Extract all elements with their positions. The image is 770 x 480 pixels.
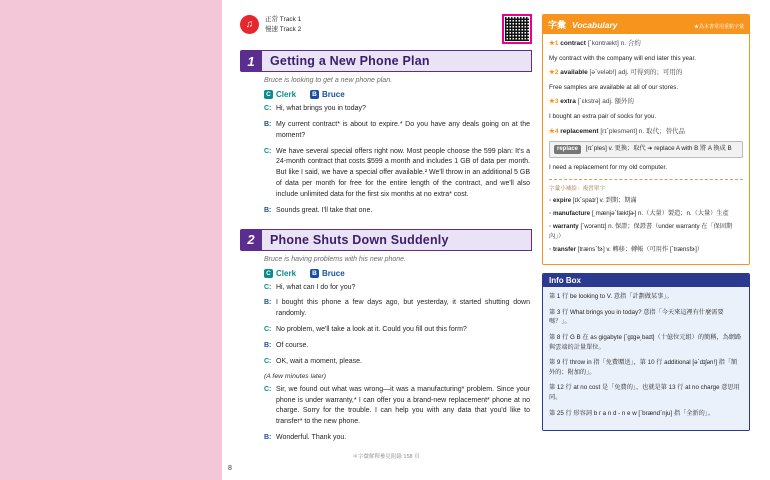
track-header [240, 14, 532, 44]
vocabulary-mini-entry [549, 209, 743, 218]
vocabulary-example: I need a replacement for my old computer. [549, 164, 667, 172]
dialogue-speaker: C: [264, 326, 272, 334]
vocabulary-word: contract [560, 40, 586, 47]
dialogue-speaker: C: [264, 147, 272, 155]
vocabulary-divider [549, 179, 743, 180]
vocabulary-word: expire [552, 196, 572, 204]
dialogue-text: I bought this phone a few days ago, but yesterday, it started shutting down randomly. [276, 299, 530, 318]
speaker-bruce [310, 269, 345, 278]
info-note: 第 3 行 What brings you in today? 意指「今天來這裡有什麼需要嗎？」。 [549, 308, 724, 326]
dialogue-speaker: C: [264, 105, 272, 112]
vocabulary-word: extra [560, 98, 576, 106]
page-sheet [222, 0, 770, 480]
unit-2-speakers [264, 269, 532, 278]
unit-1-intro: Bruce is looking to get a new phone plan. [264, 77, 393, 84]
unit-1-number: 1 [240, 50, 262, 72]
vocabulary-entry [549, 127, 743, 137]
dialogue-text: We have several special offers right now. Most people choose the 599 plan: It's a 24-month contract that costs $599 a month and includes 1 GB of data per month. But like I said, we have a special offer available.² We'll throw in an additional 5 GB of data per month for free for the entire length of the contract, and we'll also include unlimited data for the first six months at no extra* cost. [276, 147, 530, 198]
vocabulary-mini-entry [549, 245, 743, 254]
dialogue-text: No problem, we'll take a look at it. Could you fill out this form? [276, 326, 467, 334]
vocabulary-word: replacement [560, 127, 599, 135]
dialogue-speaker: B: [264, 299, 272, 307]
dialogue-text: Wonderful. Thank you. [276, 434, 347, 442]
dialogue-text: OK, wait a moment, please. [276, 357, 362, 365]
vocabulary-phonetic: [ˋɛkstrə] adj. 額外的 [577, 98, 635, 106]
left-column [240, 14, 532, 458]
vocabulary-note: ★為本書常用重點字彙 [693, 24, 744, 30]
vocabulary-mini-entry [549, 222, 743, 241]
vocabulary-phonetic: [trænsˋfɝ] v. 轉移；轉帳（可用作 [ˋtrænsfɝ]） [577, 245, 703, 253]
vocabulary-phonetic: [ˋkɑntrækt] n. 合約 [587, 40, 641, 47]
unit-1-title: Getting a New Phone Plan [262, 50, 532, 72]
speaker-clerk-tag: C [264, 90, 273, 99]
info-note: 第 8 行 G B 在 as gigabyte [ˋgɪgə͵baɪt]（十億位元組）的簡稱，為網路與雲端的計量單位。 [549, 334, 742, 351]
dialogue-text: Hi, what brings you in today? [276, 105, 366, 112]
vocabulary-header [543, 15, 749, 34]
track-labels [265, 14, 301, 35]
vocabulary-word: warranty [552, 223, 579, 231]
vocabulary-star: ★2 [549, 69, 559, 77]
vocabulary-title-zh: 字彙 [548, 20, 567, 30]
vocabulary-star: ★4 [549, 127, 559, 135]
unit-1-speakers [264, 90, 532, 99]
dialogue-line [264, 120, 530, 142]
info-box-title: Info Box [543, 274, 749, 287]
dialogue-line [264, 104, 530, 115]
page-number: 8 [228, 465, 232, 472]
right-column [542, 14, 750, 458]
vocabulary-phonetic: [͵mænjəˋfæktʃɚ] n.（大量）製造；n.（大量）生產 [591, 210, 729, 218]
unit-2-heading [240, 229, 532, 251]
dialogue-text: Sounds great. I'll take that one. [276, 206, 373, 214]
dialogue-line [264, 341, 530, 352]
dialogue-speaker: B: [264, 206, 272, 214]
vocabulary-entry [549, 68, 743, 78]
vocabulary-body [543, 34, 749, 264]
dialogue-line [264, 433, 530, 444]
info-note: 第 1 行 be looking to V. 意指「計劃做某事」。 [549, 293, 673, 301]
unit-1-heading [240, 50, 532, 72]
vocabulary-phonetic: [əˋveləb!] adj. 可得到的；可用的 [589, 69, 683, 77]
stage-direction: (A few minutes later) [264, 372, 327, 380]
vocabulary-phonetic: [ɪkˋspaɪr] v. 到期；期滿 [572, 196, 637, 204]
dialogue-line [264, 283, 530, 294]
vocabulary-entry [549, 39, 743, 49]
dialogue-speaker: B: [264, 341, 272, 349]
unit-2-dialogue-continued [264, 385, 530, 444]
bullet-icon: ◦ [549, 223, 552, 231]
vocabulary-replace-text: [rɪˋples] v. 更換；取代 ➜ replace A with B 將 A 換成 B [585, 145, 732, 153]
vocabulary-word: transfer [552, 245, 576, 253]
unit-2-intro: Bruce is having problems with his new phone. [264, 255, 407, 263]
info-note: 第 9 行 throw in 指「免費贈送」，第 10 行 additional [əˋdɪʃən!] 指「額外的；附加的」。 [549, 359, 738, 376]
dialogue-text: Sir, we found out what was wrong—it was a manufacturing* problem. Since your phone is under warranty,* I can offer you a brand-new replacement* phone at no charge. Sorry for the trouble. I can help you with any data that you'd like to transfer* to the new phone. [276, 385, 530, 426]
info-note: 第 12 行 at no cost 是「免費的」，也就是第 13 行 at no charge 意思用同。 [549, 384, 740, 402]
speaker-clerk-name: Clerk [276, 90, 297, 99]
dialogue-line [264, 206, 530, 217]
page-content [222, 0, 770, 480]
unit-2-dialogue [264, 283, 530, 368]
dialogue-text: Hi, what can I do for you? [276, 283, 356, 291]
dialogue-line [264, 298, 530, 320]
dialogue-line [264, 385, 530, 428]
vocabulary-entry [549, 97, 743, 107]
vocabulary-box [542, 14, 750, 265]
info-box-body [543, 287, 749, 430]
track-normal-label: 正常 Track 1 [265, 16, 302, 23]
dialogue-speaker: C: [264, 357, 272, 365]
speaker-bruce [310, 90, 345, 99]
vocabulary-phonetic: [rɪˋplesmənt] n. 取代；替代品 [600, 127, 686, 135]
bullet-icon: ◦ [549, 210, 552, 218]
speaker-clerk-tag: C [264, 269, 273, 278]
vocabulary-title-en: Vocabulary [572, 20, 618, 30]
vocabulary-star: ★1 [549, 40, 559, 47]
dialogue-text: Of course. [276, 341, 309, 349]
dialogue-line [264, 325, 530, 336]
unit-2-number: 2 [240, 229, 262, 251]
info-box [542, 273, 750, 431]
speaker-bruce-name: Bruce [322, 90, 345, 99]
speaker-bruce-tag: B [310, 269, 319, 278]
vocabulary-phonetic: [ˋwɔrəntɪ] n. 保證；保證書（under warranty 在「保固期內」） [549, 223, 733, 240]
vocabulary-mini-entry [549, 196, 743, 205]
vocabulary-example: Free samples are available at all of our stores. [549, 83, 679, 91]
bullet-icon: ◦ [549, 196, 552, 204]
vocabulary-replace-label: replace [554, 145, 581, 154]
headphone-icon: ♫ [240, 15, 259, 34]
speaker-clerk [264, 90, 296, 99]
dialogue-speaker: B: [264, 120, 272, 128]
dialogue-text: My current contract* is about to expire.* Do you have any deals going on at the moment? [276, 120, 530, 139]
vocabulary-example: My contract with the company will end later this year. [549, 54, 696, 62]
track-slow-label: 慢速 Track 2 [265, 26, 302, 34]
vocabulary-example: I bought an extra pair of socks for you. [549, 113, 657, 121]
vocabulary-star: ★3 [549, 98, 559, 106]
speaker-clerk [264, 269, 296, 278]
dialogue-speaker: C: [264, 283, 272, 291]
info-note: 第 25 行 形容詞 b r a n d - n e w [ˋbrændˋnju] 指「全新的」。 [549, 409, 715, 417]
speaker-bruce-tag: B [310, 90, 319, 99]
unit-1-dialogue [264, 104, 530, 217]
dialogue-line [264, 147, 530, 201]
speaker-bruce-name: Bruce [322, 268, 345, 278]
unit-2-title: Phone Shuts Down Suddenly [262, 229, 532, 251]
vocabulary-replace-note [549, 141, 743, 158]
dialogue-speaker: C: [264, 385, 272, 393]
page-footnote: ＊字彙解釋參見附錄 158 頁 [352, 454, 420, 460]
vocabulary-word: available [560, 69, 588, 77]
qr-code-icon[interactable] [502, 14, 532, 44]
dialogue-speaker: B: [264, 434, 272, 442]
vocabulary-subtitle: 字彙小補給：複習單字 [549, 185, 605, 192]
vocabulary-word: manufacture [552, 210, 591, 218]
bullet-icon: ◦ [549, 245, 552, 253]
speaker-clerk-name: Clerk [276, 268, 297, 278]
dialogue-line [264, 357, 530, 368]
